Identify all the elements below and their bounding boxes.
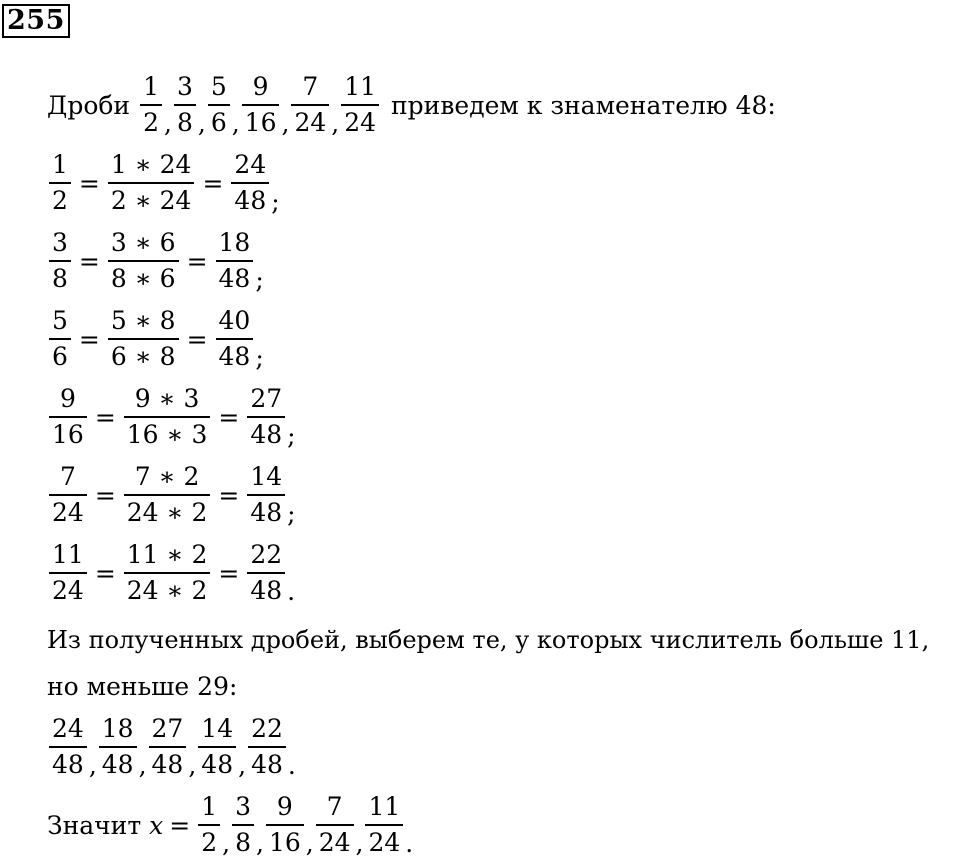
fraction [108, 226, 179, 296]
denominator: 8 [52, 264, 68, 293]
numerator: 3 [176, 72, 193, 101]
denominator: 24 [344, 108, 377, 137]
denominator: 24 ∗ 2 [126, 576, 208, 605]
selection-text: но меньше 29: [47, 672, 238, 701]
equals-sign: = [169, 810, 191, 840]
denominator: 48 [250, 576, 283, 605]
equation-line [47, 460, 296, 530]
fraction [49, 460, 87, 530]
comma: , [164, 109, 172, 138]
numerator: 9 [276, 792, 293, 821]
equals-sign: = [78, 246, 100, 276]
numerator: 9 [59, 384, 76, 413]
fraction [49, 538, 87, 608]
selection-text: Из полученных дробей, выберем те, у которых числитель больше 11, [47, 626, 930, 654]
conclusion-prefix: Значит [47, 810, 142, 840]
numerator: 22 [251, 714, 283, 743]
comma: , [305, 829, 314, 858]
line-end: ; [271, 187, 280, 216]
denominator: 2 ∗ 24 [110, 186, 192, 215]
numerator: 24 [52, 714, 84, 743]
equals-sign: = [218, 558, 240, 588]
denominator: 24 [52, 576, 84, 605]
numerator: 14 [250, 462, 283, 491]
denominator: 24 [368, 828, 401, 857]
intro-suffix: приведем к знаменателю 48: [391, 90, 776, 120]
denominator: 8 [235, 828, 251, 857]
denominator: 48 [250, 498, 283, 527]
comma: , [355, 829, 364, 858]
fraction [266, 790, 304, 860]
numerator: 5 [210, 72, 227, 101]
fraction [124, 382, 211, 452]
equals-sign: = [78, 324, 100, 354]
denominator: 24 [52, 498, 84, 527]
fraction [108, 148, 195, 218]
numerator: 11 [368, 792, 401, 821]
numerator: 9 [252, 72, 269, 101]
intro-fraction [174, 70, 196, 140]
comma: , [281, 109, 290, 138]
intro-fraction [208, 70, 230, 140]
fraction [49, 304, 71, 374]
equation-line [47, 538, 295, 608]
denominator: 48 [218, 342, 251, 371]
denominator: 16 [244, 108, 277, 137]
denominator: 48 [151, 750, 184, 779]
comma: , [222, 829, 231, 858]
denominator: 2 [143, 108, 159, 137]
numerator: 11 ∗ 2 [126, 540, 208, 569]
equation-line [47, 382, 296, 452]
numerator: 7 [59, 462, 76, 491]
comma: , [188, 751, 197, 780]
fraction [216, 304, 254, 374]
problem-number: 255 [2, 4, 70, 38]
fraction [248, 712, 286, 782]
fraction [216, 226, 254, 296]
comma: , [256, 829, 264, 858]
denominator: 48 [234, 186, 267, 215]
numerator: 3 [235, 792, 251, 821]
equals-sign: = [186, 324, 208, 354]
denominator: 2 [52, 186, 68, 215]
denominator: 48 [218, 264, 251, 293]
fraction [124, 460, 211, 530]
variable-x: x [149, 810, 164, 840]
numerator: 7 [326, 792, 343, 821]
denominator: 24 ∗ 2 [126, 498, 208, 527]
denominator: 6 ∗ 8 [110, 342, 176, 371]
fraction [49, 382, 87, 452]
fraction [247, 538, 285, 608]
denominator: 24 [294, 108, 327, 137]
equals-sign: = [94, 402, 116, 432]
numerator: 18 [218, 228, 251, 257]
numerator: 40 [218, 306, 251, 335]
selection-text-line-2 [47, 672, 237, 701]
fraction [365, 790, 403, 860]
equals-sign: = [218, 402, 240, 432]
denominator: 24 [318, 828, 351, 857]
numerator: 3 ∗ 6 [110, 228, 176, 257]
numerator: 7 [302, 72, 319, 101]
line-end: ; [287, 421, 296, 450]
denominator: 16 ∗ 3 [126, 420, 208, 449]
numerator: 1 [201, 792, 218, 821]
line-end: ; [255, 343, 264, 372]
denominator: 16 [52, 420, 84, 449]
selection-text-line-1 [47, 626, 929, 654]
numerator: 5 [52, 306, 68, 335]
equation-line [47, 304, 264, 374]
line-end: . [287, 577, 296, 606]
numerator: 18 [101, 714, 134, 743]
numerator: 1 [143, 72, 159, 101]
equals-sign: = [186, 246, 208, 276]
fraction [49, 226, 71, 296]
numerator: 11 [344, 72, 377, 101]
equals-sign: = [218, 480, 240, 510]
denominator: 48 [250, 420, 283, 449]
denominator: 8 ∗ 6 [110, 264, 176, 293]
equals-sign: = [94, 480, 116, 510]
equals-sign: = [94, 558, 116, 588]
line-end: ; [287, 499, 296, 528]
comma: , [138, 751, 147, 780]
numerator: 5 ∗ 8 [110, 306, 176, 335]
denominator: 48 [201, 750, 234, 779]
comma: , [231, 109, 240, 138]
intro-fraction [242, 70, 280, 140]
numerator: 1 [52, 150, 68, 179]
comma: , [331, 109, 340, 138]
period: . [287, 751, 296, 780]
equals-sign: = [78, 168, 100, 198]
numerator: 22 [250, 540, 283, 569]
denominator: 48 [52, 750, 84, 779]
denominator: 8 [176, 108, 193, 137]
denominator: 16 [268, 828, 301, 857]
selected-fractions-line [47, 712, 296, 782]
intro-prefix: Дроби [47, 90, 131, 120]
numerator: 7 ∗ 2 [134, 462, 200, 491]
intro-line [47, 70, 776, 140]
denominator: 6 [52, 342, 68, 371]
comma: , [238, 751, 247, 780]
fraction [149, 712, 187, 782]
line-end: ; [255, 265, 264, 294]
intro-fraction [291, 70, 329, 140]
fraction [108, 304, 179, 374]
comma: , [197, 109, 206, 138]
fraction [231, 148, 269, 218]
equals-sign: = [202, 168, 224, 198]
equation-line [47, 226, 264, 296]
numerator: 27 [250, 384, 283, 413]
conclusion-line [47, 790, 413, 860]
fraction [232, 790, 254, 860]
numerator: 11 [52, 540, 84, 569]
fraction [316, 790, 354, 860]
numerator: 1 ∗ 24 [110, 150, 192, 179]
fraction [49, 712, 87, 782]
denominator: 2 [201, 828, 218, 857]
denominator: 48 [101, 750, 134, 779]
denominator: 48 [251, 750, 283, 779]
period: . [405, 829, 414, 858]
numerator: 9 ∗ 3 [134, 384, 200, 413]
equation-line [47, 148, 280, 218]
fraction [124, 538, 211, 608]
numerator: 14 [201, 714, 234, 743]
fraction [198, 790, 220, 860]
fraction [247, 460, 285, 530]
intro-fraction [140, 70, 162, 140]
intro-fraction [341, 70, 379, 140]
fraction [99, 712, 137, 782]
fraction [49, 148, 71, 218]
fraction [247, 382, 285, 452]
numerator: 24 [234, 150, 267, 179]
numerator: 27 [151, 714, 184, 743]
fraction [198, 712, 236, 782]
numerator: 3 [52, 228, 68, 257]
denominator: 6 [210, 108, 227, 137]
comma: , [88, 751, 97, 780]
